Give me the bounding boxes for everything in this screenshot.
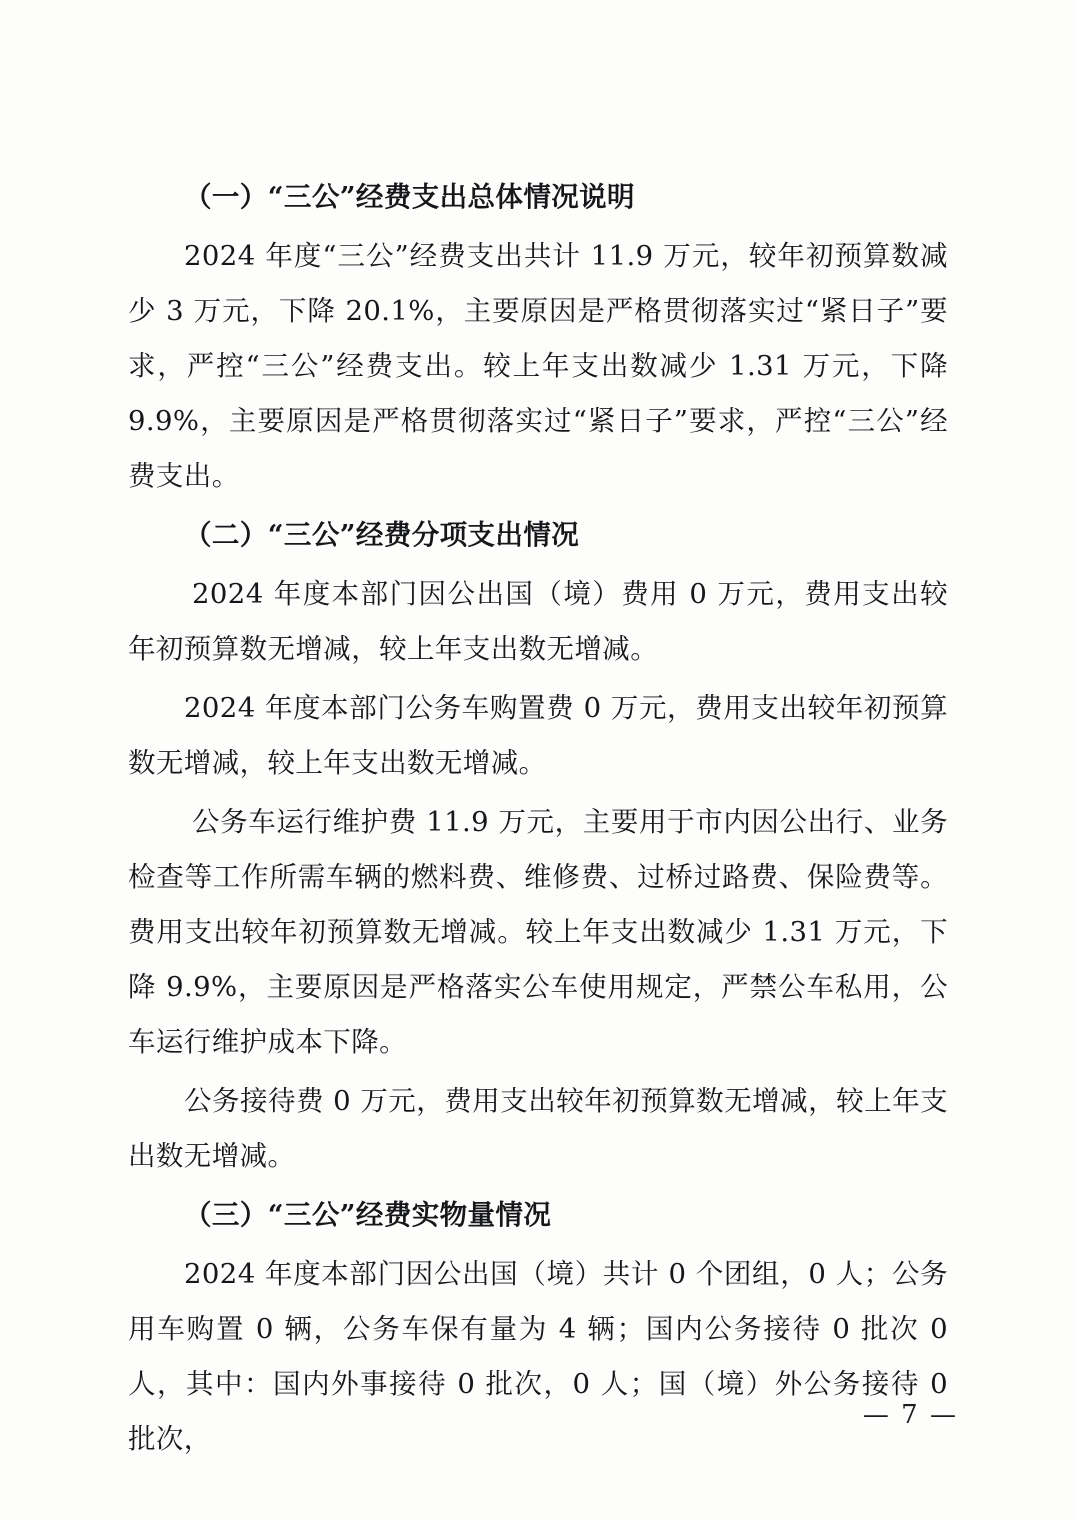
physical-quantity-paragraph: 2024 年度本部门因公出国（境）共计 0 个团组，0 人；公务用车购置 0 辆，公务车保有量为 4 辆；国内公务接待 0 批次 0 人，其中：国内外事接待 0 批次，0 人；国（境）外公务接待 0 批次， <box>128 1258 948 1455</box>
page-number: — 7 — <box>862 1400 958 1430</box>
official-reception-paragraph: 公务接待费 0 万元，费用支出较年初预算数无增减，较上年支出数无增减。 <box>128 1085 948 1172</box>
section-one-paragraph: 2024 年度“三公”经费支出共计 11.9 万元，较年初预算数减少 3 万元，下降 20.1%，主要原因是严格贯彻落实过“紧日子”要求，严控“三公”经费支出。较上年支出数减少 1.31 万元，下降 9.9%，主要原因是严格贯彻落实过“紧日子”要求，严控“三公”经费支出。 <box>128 240 948 492</box>
vehicle-operation-paragraph: 公务车运行维护费 11.9 万元，主要用于市内因公出行、业务检查等工作所需车辆的燃料费、维修费、过桥过路费、保险费等。费用支出较年初预算数无增减。较上年支出数减少 1.31 万元，下降 9.9%，主要原因是严格落实公车使用规定，严禁公车私用，公车运行维护成本下降。 <box>128 806 948 1058</box>
overseas-travel-paragraph: 2024 年度本部门因公出国（境）费用 0 万元，费用支出较年初预算数无增减，较上年支出数无增减。 <box>128 578 948 665</box>
section-heading-three: （三）“三公”经费实物量情况 <box>184 1199 552 1231</box>
page-body-text <box>128 170 948 1471</box>
section-heading-one: （一）“三公”经费支出总体情况说明 <box>184 181 635 213</box>
vehicle-purchase-paragraph: 2024 年度本部门公务车购置费 0 万元，费用支出较年初预算数无增减，较上年支出数无增减。 <box>128 692 948 779</box>
section-heading-two: （二）“三公”经费分项支出情况 <box>184 519 580 551</box>
